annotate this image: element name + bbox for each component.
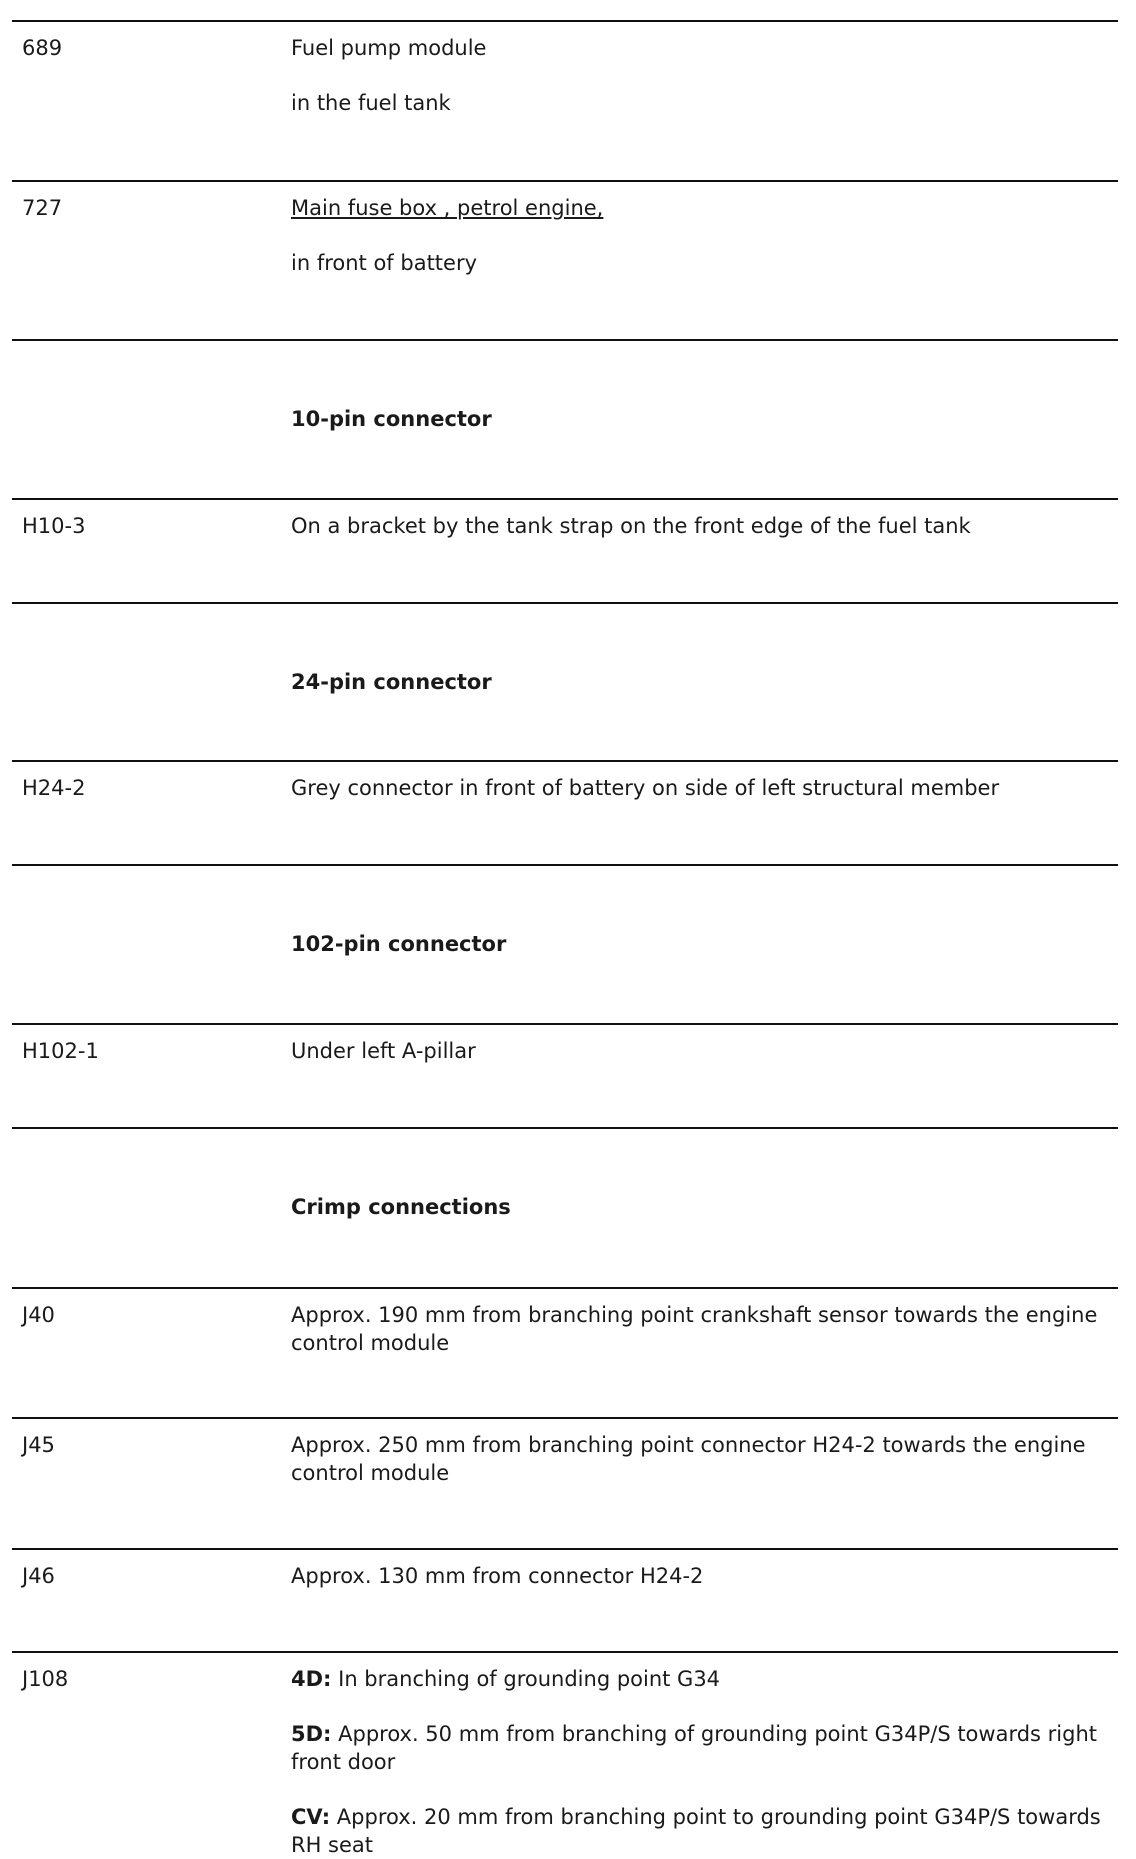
variant-label: 4D: [291, 1667, 332, 1691]
crimp-location [291, 1665, 1121, 1859]
section-heading: 10-pin connector [291, 407, 492, 431]
table-row [12, 1023, 1118, 1127]
variant-label: CV: [291, 1805, 331, 1829]
table-row [12, 180, 1118, 339]
connector-location [291, 1037, 1121, 1065]
description-line: Approx. 250 mm from branching point connector H24-2 towards the engine control module [291, 1433, 1086, 1485]
table-row [12, 1417, 1118, 1548]
section-heading: 24-pin connector [291, 670, 492, 694]
component-description [291, 194, 1121, 277]
section-heading: Crimp connections [291, 1195, 511, 1219]
description-line: in front of battery [291, 251, 478, 275]
description-line: Fuel pump module [291, 36, 487, 60]
variant-item [291, 1720, 1121, 1776]
crimp-location [291, 1431, 1121, 1487]
connector-code: H24-2 [22, 776, 86, 800]
section-heading-row [12, 602, 1118, 760]
section-heading-row [12, 864, 1118, 1023]
description-line: Approx. 190 mm from branching point crankshaft sensor towards the engine control module [291, 1303, 1098, 1355]
table-row [12, 498, 1118, 602]
crimp-code: J108 [22, 1667, 69, 1691]
crimp-code: J46 [22, 1564, 55, 1588]
table-row [12, 1651, 1118, 1857]
connector-code: H102-1 [22, 1039, 99, 1063]
variant-text: In branching of grounding point G34 [331, 1667, 721, 1691]
description-line: Under left A-pillar [291, 1039, 476, 1063]
component-code: 727 [22, 196, 63, 220]
component-code: 689 [22, 36, 63, 60]
table-row [12, 1287, 1118, 1417]
description-line: in the fuel tank [291, 91, 451, 115]
variant-item [291, 1803, 1121, 1859]
crimp-location [291, 1301, 1121, 1357]
table-row [12, 1548, 1118, 1651]
component-description [291, 34, 1121, 117]
crimp-code: J45 [22, 1433, 55, 1457]
crimp-code: J40 [22, 1303, 55, 1327]
section-heading-row [12, 339, 1118, 498]
description-line: Grey connector in front of battery on side of left structural member [291, 776, 1000, 800]
table-row [12, 760, 1118, 864]
crimp-location [291, 1562, 1121, 1590]
variant-label: 5D: [291, 1722, 332, 1746]
fuse-box-link[interactable]: Main fuse box , petrol engine, [291, 196, 604, 220]
section-heading-row [12, 1127, 1118, 1287]
variant-item [291, 1665, 1121, 1693]
variant-text: Approx. 20 mm from branching point to grounding point G34P/S towards RH seat [291, 1805, 1101, 1857]
description-line: On a bracket by the tank strap on the front edge of the fuel tank [291, 514, 971, 538]
connector-code: H10-3 [22, 514, 86, 538]
table-row [12, 20, 1118, 180]
description-line: Approx. 130 mm from connector H24-2 [291, 1564, 704, 1588]
connector-location [291, 774, 1121, 802]
connector-location [291, 512, 1121, 540]
section-heading: 102-pin connector [291, 932, 507, 956]
variant-text: Approx. 50 mm from branching of grounding point G34P/S towards right front door [291, 1722, 1097, 1774]
